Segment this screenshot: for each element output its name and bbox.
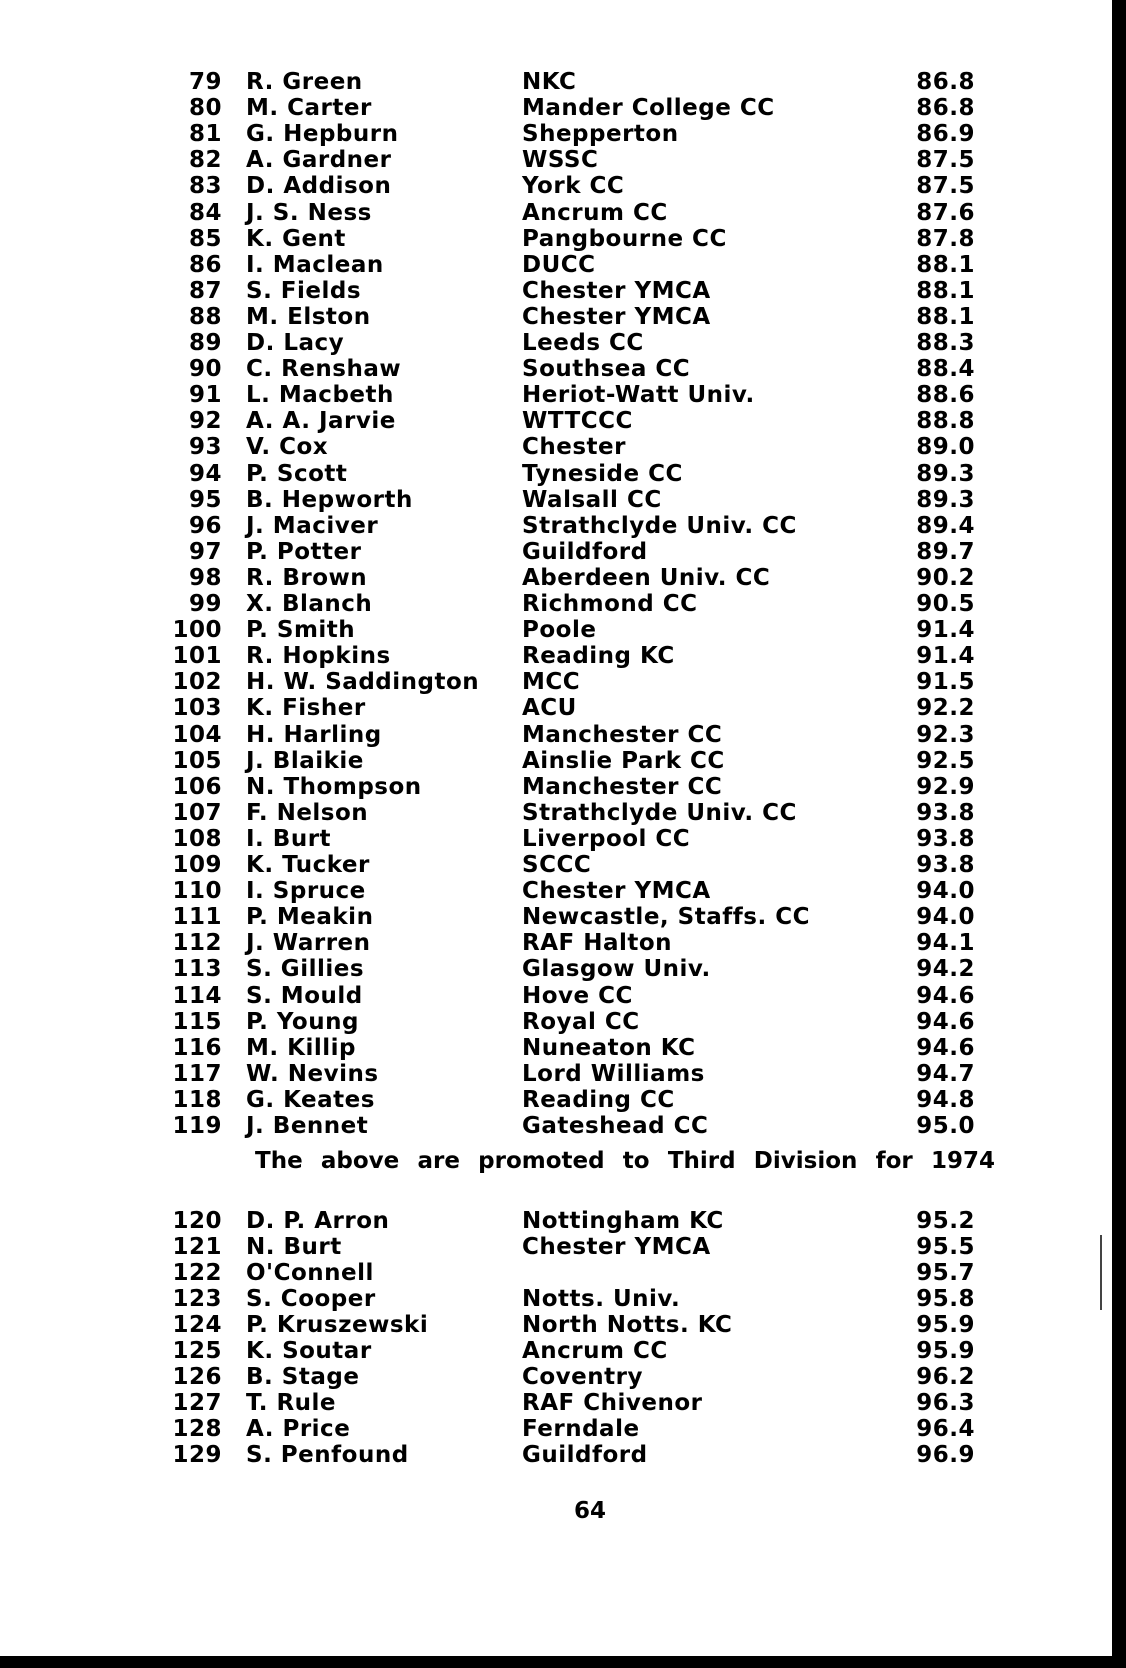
time-value: 92.9 — [916, 773, 975, 800]
club-name: Guildford — [522, 1442, 648, 1468]
club-name: Mander College CC — [522, 95, 775, 122]
position-number: 120 — [172, 1208, 222, 1234]
position-number: 95 — [188, 486, 222, 513]
promotion-note: The above are promoted to Third Division for 1974 — [255, 1148, 995, 1174]
club-name: Reading CC — [522, 1086, 675, 1113]
position-number: 109 — [172, 852, 222, 878]
club-name: Tyneside CC — [522, 460, 683, 487]
competitor-name: A. A. Jarvie — [246, 408, 396, 435]
table-row — [0, 147, 1126, 173]
competitor-name: P. Meakin — [246, 904, 374, 931]
club-name: NKC — [522, 69, 577, 95]
competitor-name: F. Nelson — [246, 799, 369, 826]
club-name: Notts. Univ. — [522, 1286, 681, 1312]
position-number: 90 — [188, 356, 222, 383]
club-name: Richmond CC — [522, 591, 698, 617]
competitor-name: J. Maciver — [246, 512, 379, 539]
club-name: Leeds CC — [522, 330, 644, 356]
position-number: 84 — [188, 199, 222, 226]
club-name: Ainslie Park CC — [522, 747, 725, 774]
position-number: 91 — [188, 382, 222, 409]
time-value: 95.9 — [916, 1338, 975, 1364]
time-value: 95.7 — [916, 1260, 975, 1286]
position-number: 96 — [188, 512, 222, 539]
competitor-name: X. Blanch — [246, 591, 373, 617]
position-number: 121 — [172, 1234, 222, 1260]
time-value: 94.7 — [916, 1060, 975, 1087]
table-row — [0, 930, 1126, 956]
position-number: 94 — [188, 460, 222, 487]
position-number: 122 — [172, 1260, 222, 1286]
position-number: 99 — [188, 591, 222, 617]
table-row — [0, 643, 1126, 669]
position-number: 127 — [172, 1390, 222, 1416]
table-row — [0, 95, 1126, 121]
competitor-name: I. Spruce — [246, 878, 366, 905]
position-number: 98 — [188, 564, 222, 591]
competitor-name: A. Gardner — [246, 147, 392, 174]
time-value: 96.4 — [916, 1416, 975, 1442]
competitor-name: S. Cooper — [246, 1286, 376, 1312]
table-row — [0, 1113, 1126, 1139]
table-row — [0, 539, 1126, 565]
table-row — [0, 826, 1126, 852]
competitor-name: J. S. Ness — [246, 199, 372, 226]
table-row — [0, 1087, 1126, 1113]
table-row — [0, 1208, 1126, 1234]
competitor-name: R. Green — [246, 69, 363, 95]
table-row — [0, 1390, 1126, 1416]
club-name: Royal CC — [522, 1008, 640, 1035]
position-number: 79 — [188, 69, 222, 95]
time-value: 86.8 — [916, 95, 975, 122]
time-value: 89.0 — [916, 434, 975, 461]
club-name: Manchester CC — [522, 721, 723, 748]
club-name: Ancrum CC — [522, 1338, 668, 1364]
club-name: Southsea CC — [522, 356, 691, 383]
table-row — [0, 591, 1126, 617]
club-name: Nottingham KC — [522, 1208, 724, 1234]
club-name: Strathclyde Univ. CC — [522, 799, 797, 826]
competitor-name: P. Kruszewski — [246, 1312, 429, 1338]
position-number: 115 — [172, 1008, 222, 1035]
club-name: Nuneaton KC — [522, 1034, 696, 1061]
position-number: 102 — [172, 669, 222, 696]
time-value: 89.3 — [916, 486, 975, 513]
competitor-name: S. Mould — [246, 982, 363, 1009]
table-row — [0, 487, 1126, 513]
club-name: RAF Chivenor — [522, 1390, 703, 1416]
table-row — [0, 1061, 1126, 1087]
competitor-name: J. Bennet — [246, 1113, 369, 1139]
club-name: Strathclyde Univ. CC — [522, 512, 797, 539]
club-name: WTTCCC — [522, 408, 633, 435]
club-name: Ancrum CC — [522, 199, 668, 226]
time-value: 96.2 — [916, 1364, 975, 1390]
table-row — [0, 565, 1126, 591]
time-value: 95.8 — [916, 1286, 975, 1312]
position-number: 116 — [172, 1034, 222, 1061]
time-value: 88.3 — [916, 330, 975, 356]
competitor-name: R. Hopkins — [246, 643, 391, 670]
competitor-name: P. Scott — [246, 460, 348, 487]
time-value: 88.1 — [916, 277, 975, 304]
table-row — [0, 774, 1126, 800]
table-row — [0, 382, 1126, 408]
club-name: Shepperton — [522, 121, 679, 148]
position-number: 129 — [172, 1442, 222, 1468]
club-name: SCCC — [522, 852, 592, 878]
club-name: Hove CC — [522, 982, 633, 1009]
table-row — [0, 1312, 1126, 1338]
club-name: Chester YMCA — [522, 1234, 711, 1260]
position-number: 100 — [172, 617, 222, 644]
competitor-name: T. Rule — [246, 1390, 337, 1416]
competitor-name: N. Thompson — [246, 773, 422, 800]
position-number: 88 — [188, 303, 222, 330]
position-number: 82 — [188, 147, 222, 174]
club-name: Liverpool CC — [522, 825, 691, 852]
position-number: 124 — [172, 1312, 222, 1338]
time-value: 88.8 — [916, 408, 975, 435]
competitor-name: K. Tucker — [246, 852, 370, 878]
position-number: 112 — [172, 930, 222, 957]
table-row — [0, 330, 1126, 356]
competitor-name: W. Nevins — [246, 1060, 379, 1087]
time-value: 89.3 — [916, 460, 975, 487]
position-number: 123 — [172, 1286, 222, 1312]
club-name: Chester YMCA — [522, 303, 711, 330]
position-number: 85 — [188, 225, 222, 252]
table-row — [0, 1442, 1126, 1468]
competitor-name: G. Keates — [246, 1086, 375, 1113]
club-name: ACU — [522, 695, 577, 722]
club-name: MCC — [522, 669, 581, 696]
club-name: Chester — [522, 434, 626, 461]
competitor-name: O'Connell — [246, 1260, 374, 1286]
time-value: 86.9 — [916, 121, 975, 148]
time-value: 95.9 — [916, 1312, 975, 1338]
competitor-name: P. Smith — [246, 617, 356, 644]
table-row — [0, 434, 1126, 460]
table-row — [0, 695, 1126, 721]
competitor-name: B. Hepworth — [246, 486, 413, 513]
position-number: 126 — [172, 1364, 222, 1390]
time-value: 87.5 — [916, 173, 975, 200]
time-value: 91.4 — [916, 617, 975, 644]
club-name: Glasgow Univ. — [522, 956, 711, 983]
table-row — [0, 748, 1126, 774]
time-value: 89.7 — [916, 538, 975, 565]
club-name: North Notts. KC — [522, 1312, 733, 1338]
time-value: 95.0 — [916, 1113, 975, 1139]
time-value: 91.4 — [916, 643, 975, 670]
competitor-name: S. Gillies — [246, 956, 365, 983]
time-value: 91.5 — [916, 669, 975, 696]
position-number: 83 — [188, 173, 222, 200]
table-row — [0, 1286, 1126, 1312]
club-name: Coventry — [522, 1364, 643, 1390]
table-row — [0, 69, 1126, 95]
club-name: Manchester CC — [522, 773, 723, 800]
table-row — [0, 252, 1126, 278]
position-number: 103 — [172, 695, 222, 722]
table-row — [0, 121, 1126, 147]
position-number: 92 — [188, 408, 222, 435]
competitor-name: P. Young — [246, 1008, 359, 1035]
position-number: 107 — [172, 799, 222, 826]
club-name: Reading KC — [522, 643, 675, 670]
competitor-name: D. Addison — [246, 173, 392, 200]
club-name: Ferndale — [522, 1416, 640, 1442]
page-number: 64 — [573, 1498, 606, 1524]
table-row — [0, 669, 1126, 695]
competitor-name: M. Elston — [246, 303, 371, 330]
time-value: 96.9 — [916, 1442, 975, 1468]
time-value: 94.6 — [916, 1034, 975, 1061]
position-number: 89 — [188, 330, 222, 356]
time-value: 88.1 — [916, 303, 975, 330]
time-value: 93.8 — [916, 852, 975, 878]
table-row — [0, 617, 1126, 643]
time-value: 88.1 — [916, 251, 975, 278]
position-number: 93 — [188, 434, 222, 461]
club-name: Pangbourne CC — [522, 225, 727, 252]
competitor-name: G. Hepburn — [246, 121, 399, 148]
table-row — [0, 956, 1126, 982]
competitor-name: H. Harling — [246, 721, 382, 748]
table-row — [0, 983, 1126, 1009]
time-value: 88.6 — [916, 382, 975, 409]
competitor-name: M. Killip — [246, 1034, 356, 1061]
competitor-name: A. Price — [246, 1416, 351, 1442]
table-row — [0, 304, 1126, 330]
position-number: 119 — [172, 1113, 222, 1139]
table-row — [0, 722, 1126, 748]
position-number: 110 — [172, 878, 222, 905]
time-value: 87.5 — [916, 147, 975, 174]
club-name: York CC — [522, 173, 625, 200]
club-name: Aberdeen Univ. CC — [522, 564, 771, 591]
position-number: 86 — [188, 251, 222, 278]
club-name: WSSC — [522, 147, 599, 174]
time-value: 93.8 — [916, 799, 975, 826]
time-value: 87.6 — [916, 199, 975, 226]
club-name: Chester YMCA — [522, 878, 711, 905]
competitor-name: V. Cox — [246, 434, 329, 461]
club-name: Newcastle, Staffs. CC — [522, 904, 810, 931]
position-number: 87 — [188, 277, 222, 304]
time-value: 92.3 — [916, 721, 975, 748]
position-number: 125 — [172, 1338, 222, 1364]
table-row — [0, 173, 1126, 199]
table-row — [0, 461, 1126, 487]
table-row — [0, 1364, 1126, 1390]
time-value: 95.2 — [916, 1208, 975, 1234]
competitor-name: P. Potter — [246, 538, 362, 565]
time-value: 86.8 — [916, 69, 975, 95]
competitor-name: L. Macbeth — [246, 382, 394, 409]
position-number: 118 — [172, 1086, 222, 1113]
competitor-name: S. Penfound — [246, 1442, 409, 1468]
table-row — [0, 408, 1126, 434]
club-name: DUCC — [522, 251, 596, 278]
competitor-name: N. Burt — [246, 1234, 342, 1260]
time-value: 92.5 — [916, 747, 975, 774]
time-value: 96.3 — [916, 1390, 975, 1416]
time-value: 90.2 — [916, 564, 975, 591]
table-row — [0, 878, 1126, 904]
position-number: 128 — [172, 1416, 222, 1442]
position-number: 114 — [172, 982, 222, 1009]
table-row — [0, 1009, 1126, 1035]
competitor-name: I. Burt — [246, 825, 332, 852]
competitor-name: I. Maclean — [246, 251, 384, 278]
competitor-name: D. P. Arron — [246, 1208, 390, 1234]
time-value: 94.0 — [916, 878, 975, 905]
time-value: 87.8 — [916, 225, 975, 252]
position-number: 117 — [172, 1060, 222, 1087]
table-row — [0, 1416, 1126, 1442]
position-number: 106 — [172, 773, 222, 800]
time-value: 94.1 — [916, 930, 975, 957]
table-row — [0, 226, 1126, 252]
position-number: 113 — [172, 956, 222, 983]
position-number: 97 — [188, 538, 222, 565]
table-row — [0, 200, 1126, 226]
club-name: Chester YMCA — [522, 277, 711, 304]
position-number: 108 — [172, 825, 222, 852]
competitor-name: K. Gent — [246, 225, 346, 252]
scan-edge-bottom — [0, 1656, 1126, 1668]
table-row — [0, 852, 1126, 878]
position-number: 111 — [172, 904, 222, 931]
time-value: 94.6 — [916, 982, 975, 1009]
position-number: 101 — [172, 643, 222, 670]
table-row — [0, 513, 1126, 539]
table-row — [0, 1260, 1126, 1286]
position-number: 104 — [172, 721, 222, 748]
time-value: 94.6 — [916, 1008, 975, 1035]
time-value: 95.5 — [916, 1234, 975, 1260]
position-number: 81 — [188, 121, 222, 148]
time-value: 92.2 — [916, 695, 975, 722]
competitor-name: D. Lacy — [246, 330, 345, 356]
time-value: 94.8 — [916, 1086, 975, 1113]
table-row — [0, 278, 1126, 304]
position-number: 105 — [172, 747, 222, 774]
time-value: 94.0 — [916, 904, 975, 931]
competitor-name: K. Fisher — [246, 695, 366, 722]
competitor-name: M. Carter — [246, 95, 372, 122]
club-name: Walsall CC — [522, 486, 662, 513]
table-row — [0, 1035, 1126, 1061]
competitor-name: J. Warren — [246, 930, 371, 957]
table-row — [0, 800, 1126, 826]
time-value: 88.4 — [916, 356, 975, 383]
club-name: Gateshead CC — [522, 1113, 709, 1139]
time-value: 93.8 — [916, 825, 975, 852]
club-name: Heriot-Watt Univ. — [522, 382, 755, 409]
time-value: 90.5 — [916, 591, 975, 617]
competitor-name: C. Renshaw — [246, 356, 402, 383]
club-name: Poole — [522, 617, 597, 644]
club-name: Lord Williams — [522, 1060, 705, 1087]
competitor-name: H. W. Saddington — [246, 669, 480, 696]
club-name: Guildford — [522, 538, 648, 565]
time-value: 94.2 — [916, 956, 975, 983]
table-row — [0, 356, 1126, 382]
competitor-name: B. Stage — [246, 1364, 360, 1390]
table-row — [0, 904, 1126, 930]
competitor-name: R. Brown — [246, 564, 368, 591]
competitor-name: J. Blaikie — [246, 747, 364, 774]
position-number: 80 — [188, 95, 222, 122]
time-value: 89.4 — [916, 512, 975, 539]
table-row — [0, 1338, 1126, 1364]
competitor-name: S. Fields — [246, 277, 362, 304]
competitor-name: K. Soutar — [246, 1338, 372, 1364]
club-name: RAF Halton — [522, 930, 673, 957]
table-row — [0, 1234, 1126, 1260]
